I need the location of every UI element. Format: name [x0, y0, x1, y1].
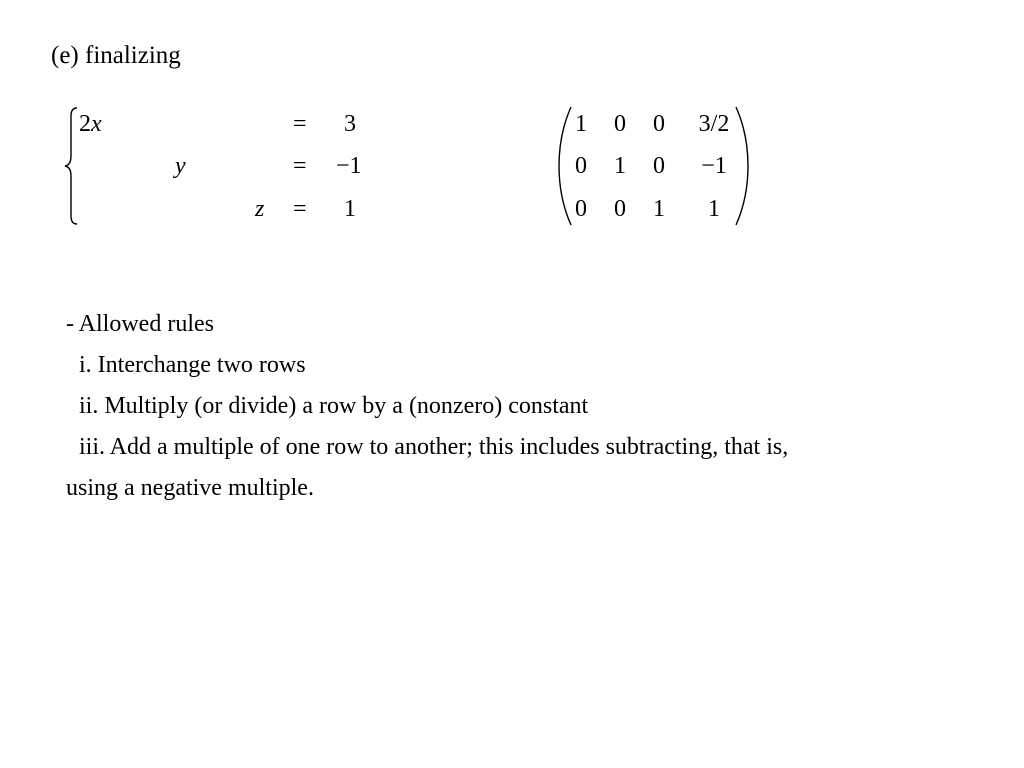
eq3-variable: z: [255, 196, 265, 222]
rule-item-1: i. Interchange two rows: [79, 352, 306, 378]
left-brace-icon: [60, 104, 80, 228]
eq1-lhs: [79, 110, 102, 138]
matrix-cell: 1: [653, 196, 665, 222]
matrix-cell: −1: [701, 153, 727, 179]
eq1-rhs: 3: [344, 111, 356, 137]
rule-item-2: ii. Multiply (or divide) a row by a (nonzero) constant: [79, 393, 589, 419]
eq1-variable: x: [91, 111, 102, 137]
rule-item-3-continuation: using a negative multiple.: [66, 475, 314, 501]
matrix-cell: 1: [708, 196, 720, 222]
matrix-cell: 3/2: [698, 111, 730, 137]
eq1-coefficient: 2: [79, 111, 91, 137]
rule-item-3: iii. Add a multiple of one row to another; this includes subtracting, that is,: [79, 434, 789, 460]
matrix-cell: 0: [614, 111, 626, 137]
slide-title: (e) finalizing: [51, 42, 181, 69]
rules-heading: - Allowed rules: [66, 311, 214, 337]
matrix-cell: 0: [653, 111, 665, 137]
eq2-variable: y: [175, 153, 186, 179]
matrix-cell: 0: [575, 153, 587, 179]
allowed-rules: [66, 304, 966, 509]
eq1-equals: =: [293, 111, 307, 137]
eq2-rhs: −1: [336, 153, 362, 179]
eq3-equals: =: [293, 196, 307, 222]
eq2-equals: =: [293, 153, 307, 179]
matrix-cell: 0: [614, 196, 626, 222]
matrix-cell: 0: [575, 196, 587, 222]
matrix-cell: 1: [575, 111, 587, 137]
eq3-rhs: 1: [344, 196, 356, 222]
matrix-cell: 0: [653, 153, 665, 179]
augmented-matrix: [557, 104, 757, 228]
equation-system: [60, 104, 390, 228]
matrix-cell: 1: [614, 153, 626, 179]
